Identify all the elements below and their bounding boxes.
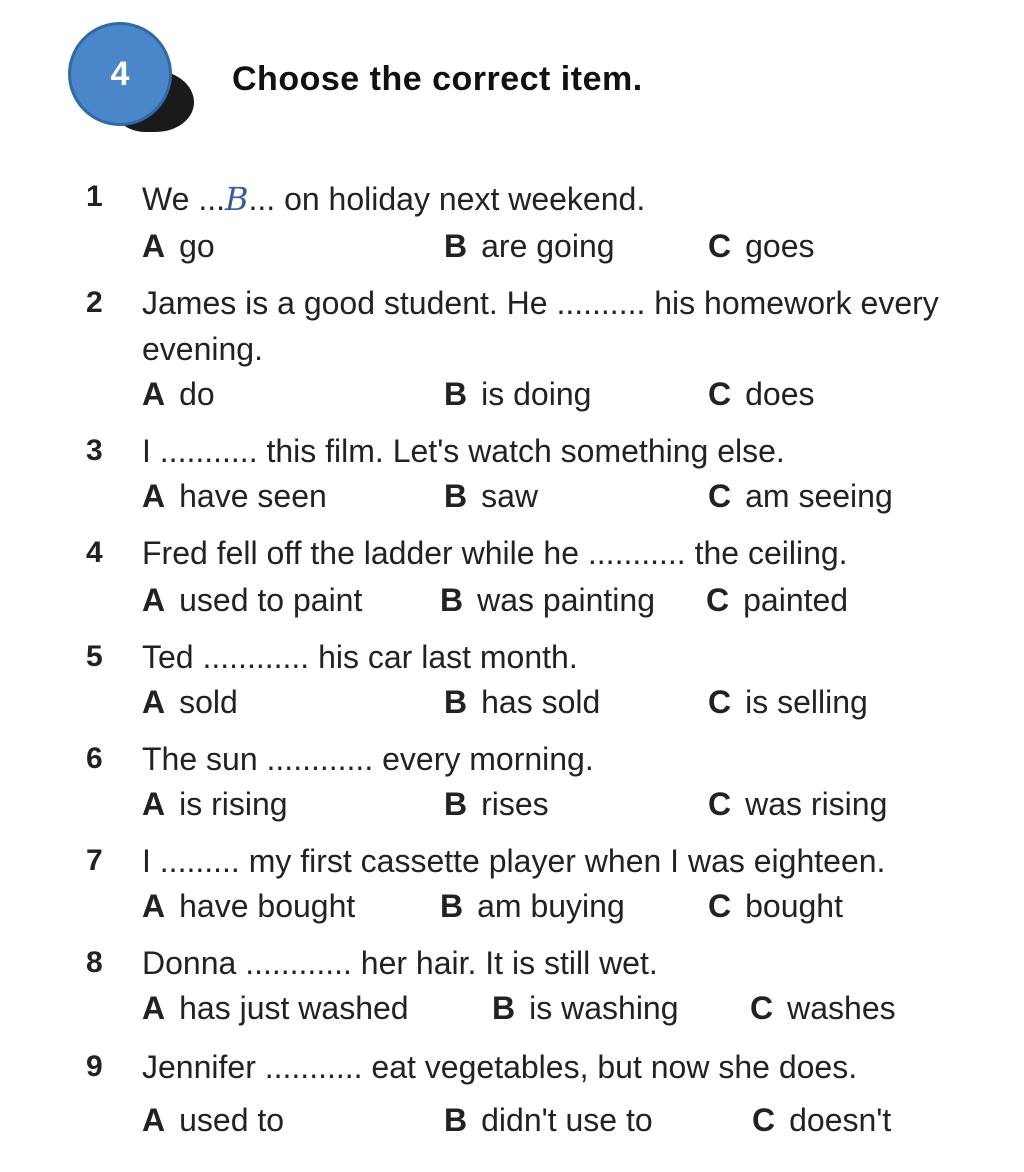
question-number: 1 (86, 180, 103, 213)
question-number: 8 (86, 946, 103, 979)
question-text: Ted ............ his car last month. (142, 639, 578, 675)
option-b[interactable]: B rises (444, 786, 549, 822)
question-number: 5 (86, 640, 103, 673)
exercise-badge (64, 22, 204, 132)
option-c[interactable]: C am seeing (708, 478, 893, 514)
option-a[interactable]: A has just washed (142, 990, 409, 1026)
handwritten-answer: B (224, 180, 249, 218)
option-a[interactable]: A have seen (142, 478, 327, 514)
option-b[interactable]: B are going (444, 228, 615, 264)
question-text: Donna ............ her hair. It is still wet. (142, 945, 658, 981)
option-b[interactable]: B didn't use to (444, 1102, 653, 1138)
option-b[interactable]: B is doing (444, 376, 592, 412)
question-number: 4 (86, 536, 103, 569)
question-number: 3 (86, 434, 103, 467)
exercise-number: 4 (68, 22, 172, 126)
option-c[interactable]: C washes (750, 990, 896, 1026)
option-b[interactable]: B is washing (492, 990, 679, 1026)
question-number: 2 (86, 286, 103, 319)
option-a[interactable]: A have bought (142, 888, 356, 924)
question-text: We ...B... on holiday next weekend. (142, 180, 646, 218)
option-a[interactable]: A used to (142, 1102, 285, 1138)
option-b[interactable]: B was painting (440, 582, 655, 618)
question-text: I ........... this film. Let's watch something else. (142, 433, 785, 469)
option-c[interactable]: C bought (708, 888, 843, 924)
question-number: 7 (86, 844, 103, 877)
question-text: I ......... my first cassette player when I was eighteen. (142, 843, 886, 879)
option-c[interactable]: C goes (708, 228, 815, 264)
question-text: The sun ............ every morning. (142, 741, 594, 777)
question-text: James is a good student. He .......... his homework every evening. (142, 285, 939, 367)
option-b[interactable]: B has sold (444, 684, 601, 720)
option-a[interactable]: A used to paint (142, 582, 363, 618)
question-text: Jennifer ........... eat vegetables, but now she does. (142, 1049, 858, 1085)
question-number: 9 (86, 1050, 103, 1083)
option-c[interactable]: C was rising (708, 786, 888, 822)
option-a[interactable]: A is rising (142, 786, 288, 822)
exercise-title: Choose the correct item. (232, 60, 643, 98)
option-b[interactable]: B am buying (440, 888, 625, 924)
option-c[interactable]: C doesn't (752, 1102, 892, 1138)
option-b[interactable]: B saw (444, 478, 539, 514)
option-a[interactable]: A do (142, 376, 215, 412)
option-c[interactable]: C is selling (708, 684, 868, 720)
option-a[interactable]: A go (142, 228, 215, 264)
option-c[interactable]: C painted (706, 582, 849, 618)
option-a[interactable]: A sold (142, 684, 238, 720)
question-text: Fred fell off the ladder while he ........... the ceiling. (142, 535, 848, 571)
option-c[interactable]: C does (708, 376, 815, 412)
question-number: 6 (86, 742, 103, 775)
